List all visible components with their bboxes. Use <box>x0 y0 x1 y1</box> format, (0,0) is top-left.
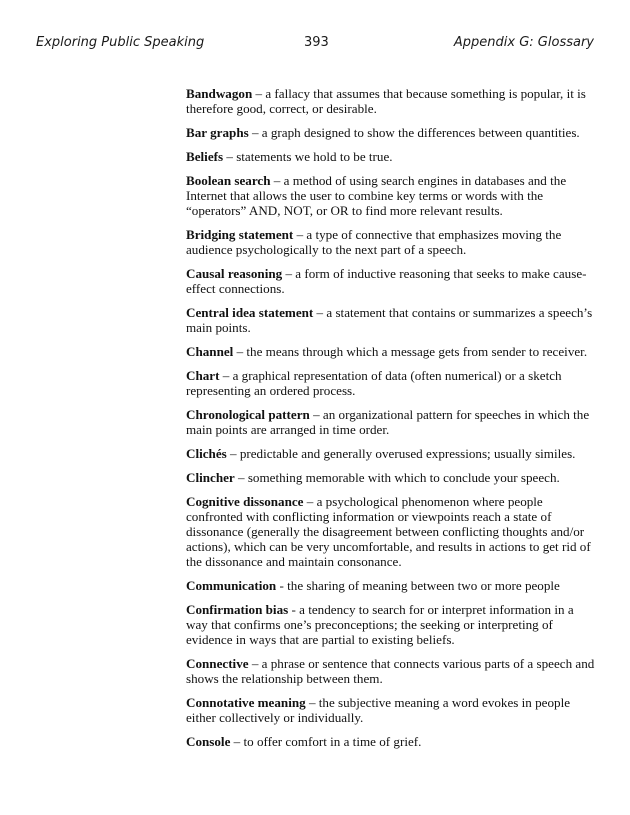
glossary-entry <box>186 656 596 686</box>
section-title: Appendix G: Glossary <box>453 35 594 50</box>
glossary-term: Chart <box>186 368 220 383</box>
glossary-term: Connective <box>186 656 249 671</box>
glossary-definition: a graph designed to show the differences between quantities. <box>261 125 580 140</box>
term-separator: – <box>305 695 319 710</box>
term-separator: – <box>248 656 262 671</box>
glossary-term: Console <box>186 734 231 749</box>
glossary-entry <box>186 344 596 359</box>
glossary-term: Bar graphs <box>186 125 249 140</box>
glossary-entry <box>186 266 596 296</box>
glossary-definition: a fallacy that assumes that because something is popular, it is therefore good, correct, or desirable. <box>186 86 586 116</box>
glossary-definition: predictable and generally overused expressions; usually similes. <box>239 446 576 461</box>
term-separator: – <box>309 407 323 422</box>
term-separator: – <box>293 227 307 242</box>
glossary-entry <box>186 305 596 335</box>
glossary-term: Beliefs <box>186 149 224 164</box>
term-separator: – <box>252 86 266 101</box>
glossary-term: Clichés <box>186 446 227 461</box>
term-separator: – <box>303 494 317 509</box>
glossary-term: Causal reasoning <box>186 266 283 281</box>
glossary-definition: a type of connective that emphasizes moving the audience psychologically to the next part of a speech. <box>186 227 562 257</box>
glossary-list <box>186 86 596 758</box>
glossary-term: Channel <box>186 344 234 359</box>
glossary-entry <box>186 86 596 116</box>
glossary-definition: statements we hold to be true. <box>236 149 393 164</box>
term-separator: - <box>288 602 300 617</box>
glossary-definition: a form of inductive reasoning that seeks to make cause-effect connections. <box>186 266 587 296</box>
glossary-term: Cognitive dissonance <box>186 494 304 509</box>
glossary-term: Communication <box>186 578 277 593</box>
term-separator: – <box>226 446 240 461</box>
term-separator: – <box>233 344 247 359</box>
glossary-entry <box>186 227 596 257</box>
term-separator: – <box>219 368 233 383</box>
glossary-definition: an organizational pattern for speeches in which the main points are arranged in time order. <box>186 407 590 437</box>
glossary-entry <box>186 446 596 461</box>
glossary-definition: a graphical representation of data (often numerical) or a sketch representing an ordered process. <box>186 368 562 398</box>
glossary-definition: a tendency to search for or interpret information in a way that confirms one’s preconceptions; the seeking or interpreting of evidence in ways that are partial to existing beliefs. <box>186 602 574 647</box>
glossary-term: Bridging statement <box>186 227 294 242</box>
term-separator: – <box>270 173 284 188</box>
glossary-term: Boolean search <box>186 173 271 188</box>
term-separator: – <box>234 470 248 485</box>
glossary-definition: the means through which a message gets from sender to receiver. <box>246 344 588 359</box>
glossary-term: Chronological pattern <box>186 407 310 422</box>
glossary-entry <box>186 173 596 218</box>
glossary-entry <box>186 602 596 647</box>
glossary-entry <box>186 494 596 569</box>
term-separator: – <box>313 305 327 320</box>
glossary-definition: a statement that contains or summarizes a speech’s main points. <box>186 305 593 335</box>
glossary-definition: something memorable with which to conclude your speech. <box>247 470 560 485</box>
glossary-term: Confirmation bias <box>186 602 289 617</box>
glossary-term: Connotative meaning <box>186 695 306 710</box>
glossary-term: Central idea statement <box>186 305 314 320</box>
glossary-entry <box>186 125 596 140</box>
glossary-definition: a psychological phenomenon where people confronted with conflicting information or viewpoints reach a state of dissonance (generally the disagreement between conflicting thoughts and/or actions), which can be very uncomfortable, and results in actions to get rid of the dissonance and maintain consonance. <box>186 494 591 569</box>
glossary-entry <box>186 578 596 593</box>
glossary-entry <box>186 407 596 437</box>
term-separator: – <box>223 149 237 164</box>
glossary-entry <box>186 734 596 749</box>
book-title: Exploring Public Speaking <box>36 35 205 50</box>
glossary-definition: to offer comfort in a time of grief. <box>243 734 422 749</box>
term-separator: – <box>230 734 244 749</box>
glossary-entry <box>186 470 596 485</box>
glossary-entry <box>186 149 596 164</box>
glossary-definition: a phrase or sentence that connects various parts of a speech and shows the relationship between them. <box>186 656 595 686</box>
glossary-definition: a method of using search engines in databases and the Internet that allows the user to combine key terms or words with the “operators” AND, NOT, or OR to find more relevant results. <box>186 173 567 218</box>
term-separator: – <box>248 125 262 140</box>
term-separator: – <box>282 266 296 281</box>
glossary-entry <box>186 695 596 725</box>
glossary-term: Clincher <box>186 470 235 485</box>
glossary-definition: the subjective meaning a word evokes in people either collectively or individually. <box>186 695 571 725</box>
term-separator: - <box>276 578 288 593</box>
page-number: 393 <box>304 35 329 50</box>
glossary-entry <box>186 368 596 398</box>
glossary-term: Bandwagon <box>186 86 253 101</box>
glossary-definition: the sharing of meaning between two or more people <box>287 578 560 593</box>
page-header <box>36 35 594 53</box>
